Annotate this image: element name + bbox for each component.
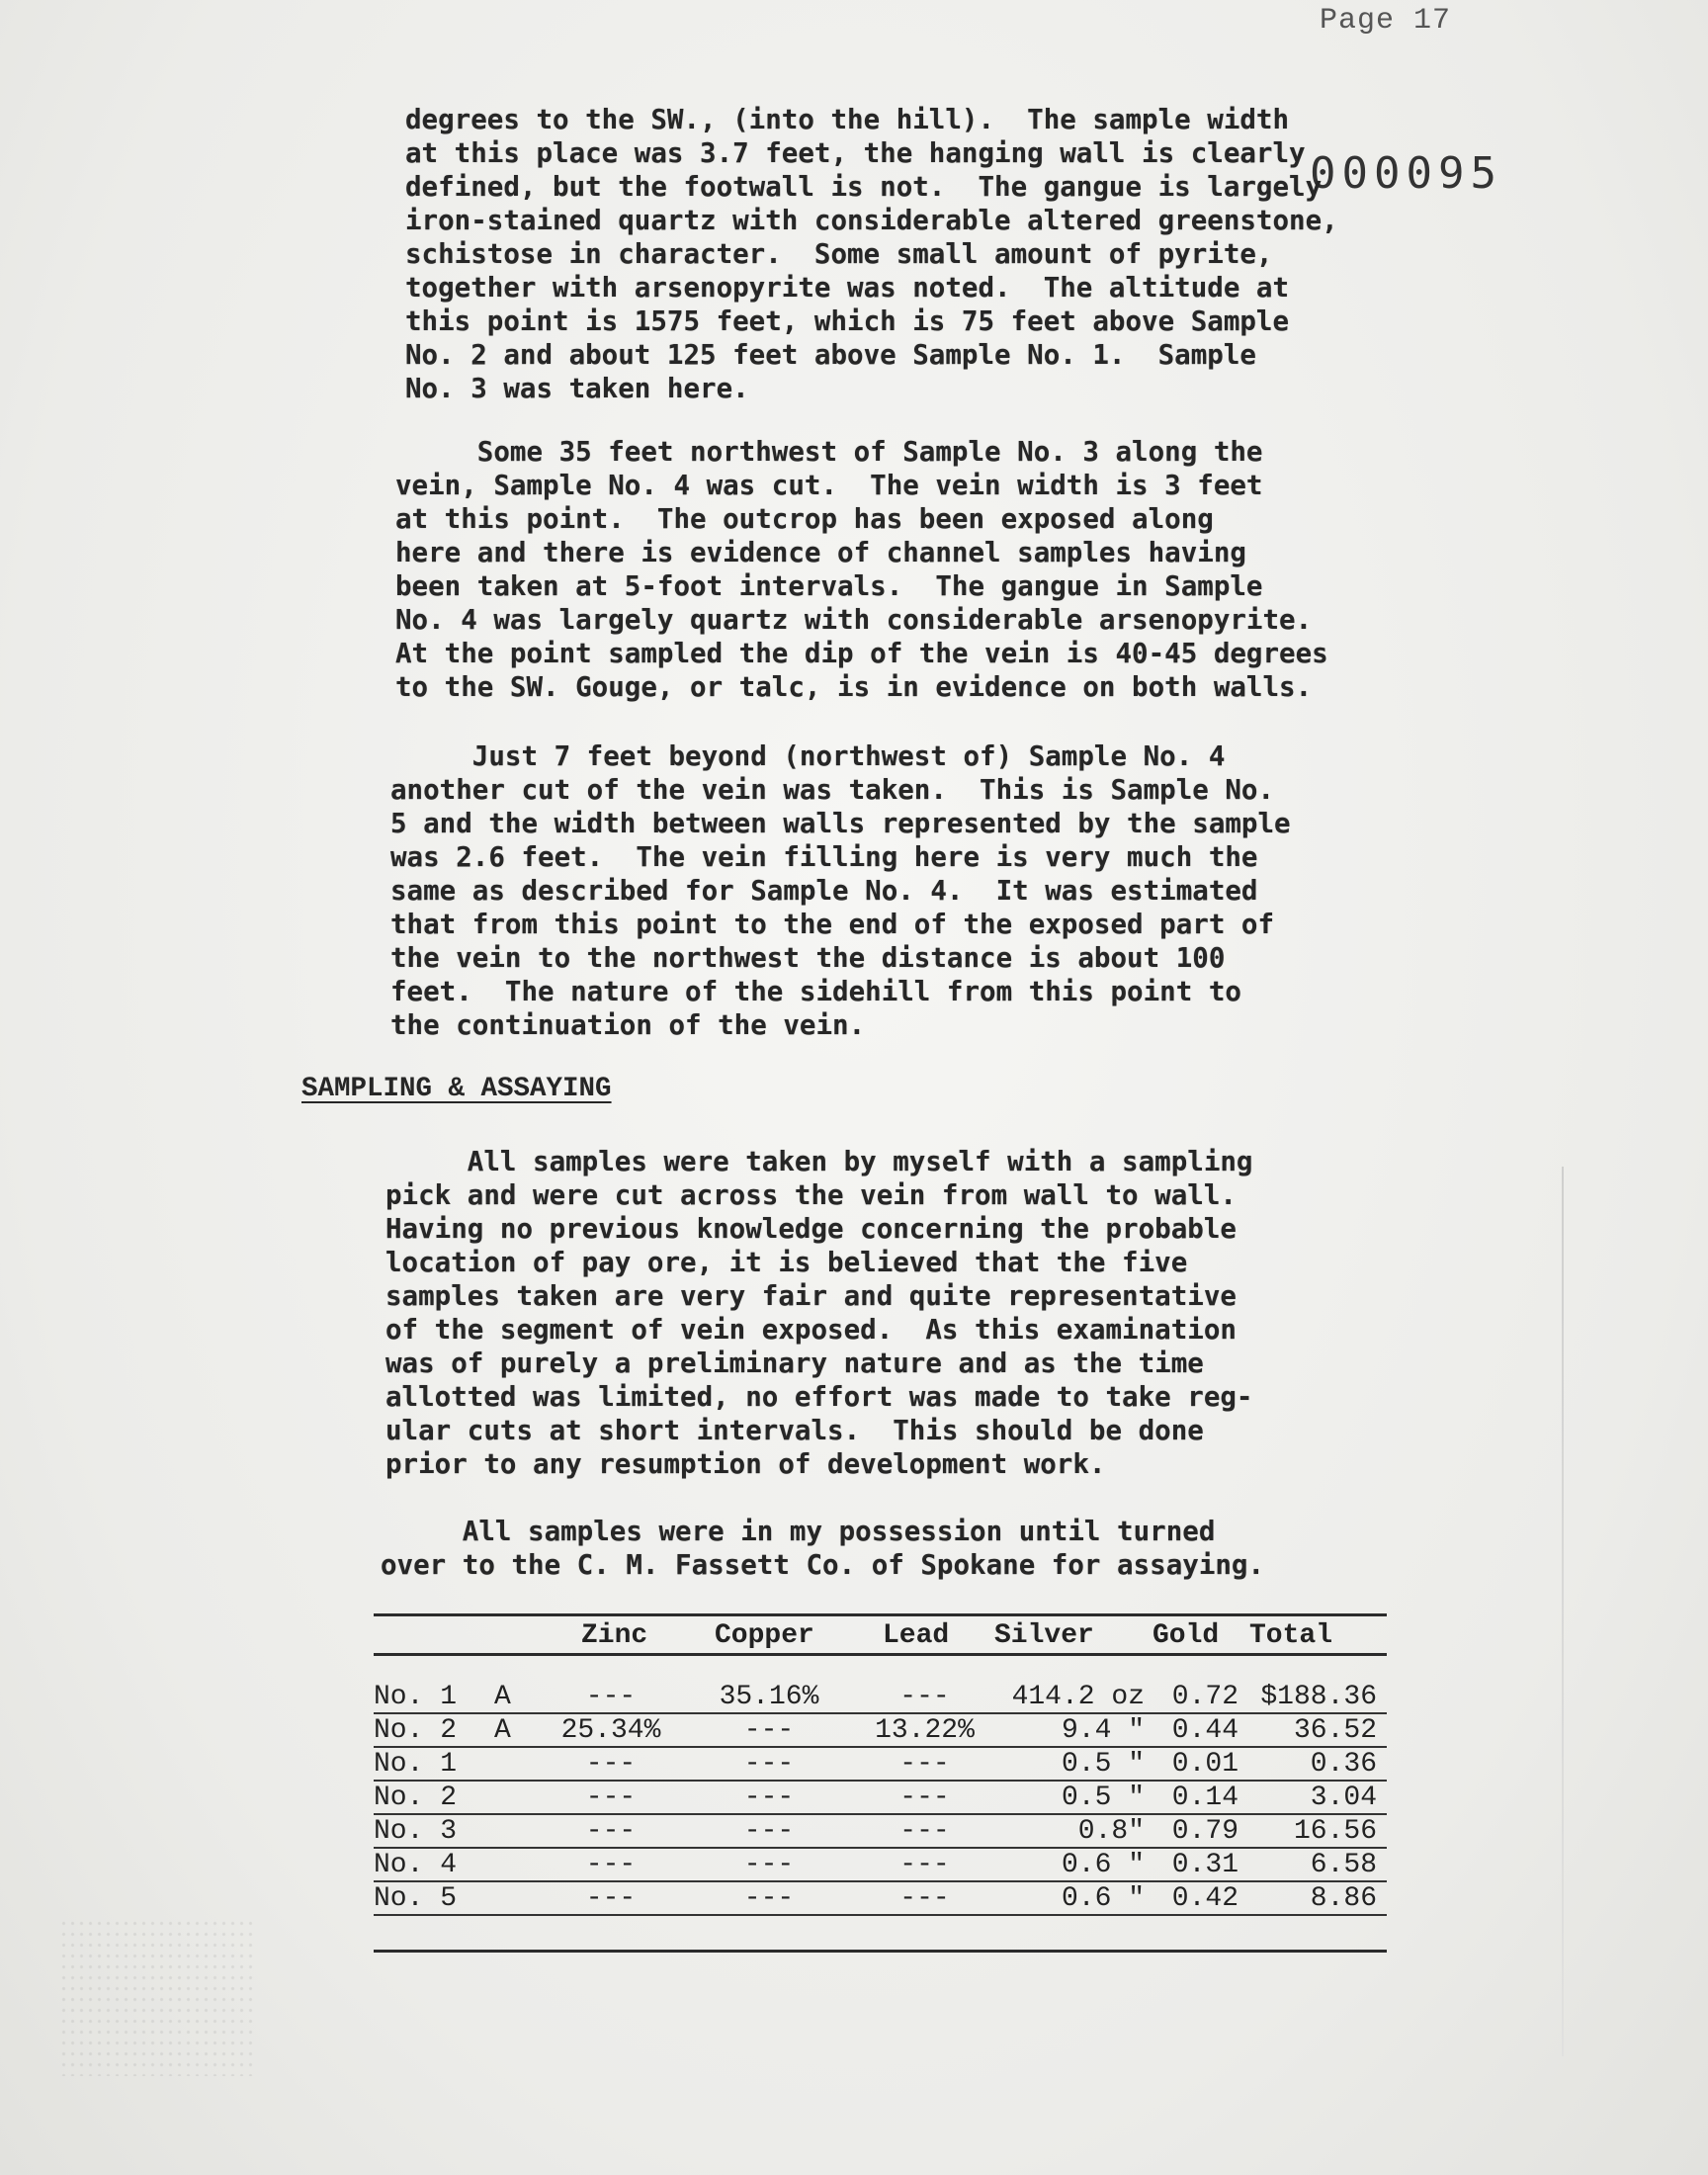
cell-zinc: --- bbox=[585, 1850, 637, 1880]
cell-copper: --- bbox=[743, 1715, 795, 1746]
paragraph-sampling: All samples were taken by myself with a sampling pick and were cut across the vein from wall to wall. Having no previous knowledge concerning the probable location of pay ore, it is believed that the five samples taken are very fair and quite representative of the segment of vein exposed. As this examination was of purely a preliminary nature and as the time allotted was limited, no effort was made to take reg- ular cuts at short intervals. This should be done prior to any resumption of development work. bbox=[385, 1146, 1253, 1480]
cell-copper: --- bbox=[743, 1749, 795, 1780]
cell-lead: --- bbox=[899, 1883, 950, 1914]
cell-zinc: 25.34% bbox=[560, 1715, 661, 1746]
cell-zinc: --- bbox=[585, 1783, 637, 1813]
cell-silver: 9.4 " bbox=[1061, 1715, 1145, 1746]
cell-lead: --- bbox=[899, 1816, 950, 1847]
cell-silver: 0.6 " bbox=[1061, 1850, 1145, 1880]
cell-silver: 0.6 " bbox=[1061, 1883, 1145, 1914]
cell-zinc: --- bbox=[585, 1816, 637, 1847]
cell-sample: No. 3 bbox=[374, 1816, 458, 1847]
cell-copper: 35.16% bbox=[719, 1682, 819, 1712]
header-copper: Copper bbox=[715, 1620, 814, 1651]
cell-total: $188.36 bbox=[1260, 1682, 1377, 1712]
cell-copper: --- bbox=[743, 1816, 795, 1847]
header-zinc: Zinc bbox=[581, 1620, 648, 1651]
cell-silver: 414.2 oz bbox=[1011, 1682, 1145, 1712]
table-rule bbox=[374, 1613, 1387, 1616]
header-lead: Lead bbox=[883, 1620, 950, 1651]
table-row bbox=[374, 1849, 1387, 1882]
cell-mark: A bbox=[494, 1715, 511, 1746]
header-total: Total bbox=[1249, 1620, 1333, 1651]
paragraph-assaying: All samples were in my possession until turned over to the C. M. Fassett Co. of Spokane for assaying. bbox=[381, 1516, 1265, 1581]
cell-total: 36.52 bbox=[1293, 1715, 1377, 1746]
cell-silver: 0.5 " bbox=[1061, 1749, 1145, 1780]
table-row bbox=[374, 1681, 1387, 1714]
page-number: Page 17 bbox=[1319, 4, 1451, 38]
table-header-row bbox=[374, 1619, 1387, 1653]
cell-total: 0.36 bbox=[1310, 1749, 1377, 1780]
cell-silver: 0.5 " bbox=[1061, 1783, 1145, 1813]
cell-silver: 0.8" bbox=[1077, 1816, 1145, 1847]
cell-zinc: --- bbox=[585, 1682, 637, 1712]
table-row bbox=[374, 1782, 1387, 1815]
cell-lead: 13.22% bbox=[875, 1715, 975, 1746]
cell-copper: --- bbox=[743, 1783, 795, 1813]
row-rule bbox=[374, 1914, 1387, 1916]
cell-zinc: --- bbox=[585, 1883, 637, 1914]
cell-total: 6.58 bbox=[1310, 1850, 1377, 1880]
cell-sample: No. 4 bbox=[374, 1850, 458, 1880]
document-number-stamp: 000095 bbox=[1310, 148, 1502, 199]
cell-zinc: --- bbox=[585, 1749, 637, 1780]
paragraph-vein-description: degrees to the SW., (into the hill). The sample width at this place was 3.7 feet, the hanging wall is clearly defined, but the footwall is not. The gangue is largely iron-stained quartz with considerable altered greenstone, schistose in character. Some small amount of pyrite, together with arsenopyrite was noted. The altitude at this point is 1575 feet, which is 75 feet above Sample No. 2 and about 125 feet above Sample No. 1. Sample No. 3 was taken here. bbox=[405, 104, 1338, 404]
cell-sample: No. 2 bbox=[374, 1715, 458, 1746]
section-heading: SAMPLING & ASSAYING bbox=[301, 1074, 612, 1104]
table-rule bbox=[374, 1653, 1387, 1656]
cell-sample: No. 2 bbox=[374, 1783, 458, 1813]
cell-lead: --- bbox=[899, 1682, 950, 1712]
cell-gold: 0.79 bbox=[1171, 1816, 1238, 1847]
assay-table bbox=[374, 1613, 1387, 1969]
cell-copper: --- bbox=[743, 1883, 795, 1914]
cell-total: 16.56 bbox=[1293, 1816, 1377, 1847]
cell-total: 3.04 bbox=[1310, 1783, 1377, 1813]
cell-gold: 0.42 bbox=[1171, 1883, 1238, 1914]
table-row bbox=[374, 1882, 1387, 1916]
header-silver: Silver bbox=[994, 1620, 1094, 1651]
cell-gold: 0.01 bbox=[1171, 1749, 1238, 1780]
header-gold: Gold bbox=[1153, 1620, 1220, 1651]
cell-total: 8.86 bbox=[1310, 1883, 1377, 1914]
cell-lead: --- bbox=[899, 1749, 950, 1780]
cell-lead: --- bbox=[899, 1850, 950, 1880]
table-row bbox=[374, 1748, 1387, 1782]
cell-lead: --- bbox=[899, 1783, 950, 1813]
scan-edge-line bbox=[1562, 1167, 1564, 2056]
table-row bbox=[374, 1815, 1387, 1849]
paragraph-sample-5: Just 7 feet beyond (northwest of) Sample No. 4 another cut of the vein was taken. This is Sample No. 5 and the width between walls represented by the sample was 2.6 feet. The vein filling here is very much the same as described for Sample No. 4. It was estimated that from this point to the end of the exposed part of the vein to the northwest the distance is about 100 feet. The nature of the sidehill from this point to the continuation of the vein. bbox=[390, 740, 1291, 1041]
scan-speckle bbox=[59, 1918, 257, 2076]
cell-sample: No. 1 bbox=[374, 1682, 458, 1712]
paragraph-sample-4: Some 35 feet northwest of Sample No. 3 along the vein, Sample No. 4 was cut. The vein width is 3 feet at this point. The outcrop has been exposed along here and there is evidence of channel samples having been taken at 5-foot intervals. The gangue in Sample No. 4 was largely quartz with considerable arsenopyrite. At the point sampled the dip of the vein is 40-45 degrees to the SW. Gouge, or talc, is in evidence on both walls. bbox=[395, 436, 1328, 703]
table-rule bbox=[374, 1950, 1387, 1953]
cell-gold: 0.14 bbox=[1171, 1783, 1238, 1813]
cell-gold: 0.72 bbox=[1171, 1682, 1238, 1712]
cell-sample: No. 5 bbox=[374, 1883, 458, 1914]
cell-sample: No. 1 bbox=[374, 1749, 458, 1780]
cell-gold: 0.44 bbox=[1171, 1715, 1238, 1746]
cell-copper: --- bbox=[743, 1850, 795, 1880]
table-row bbox=[374, 1714, 1387, 1748]
cell-mark: A bbox=[494, 1682, 511, 1712]
cell-gold: 0.31 bbox=[1171, 1850, 1238, 1880]
